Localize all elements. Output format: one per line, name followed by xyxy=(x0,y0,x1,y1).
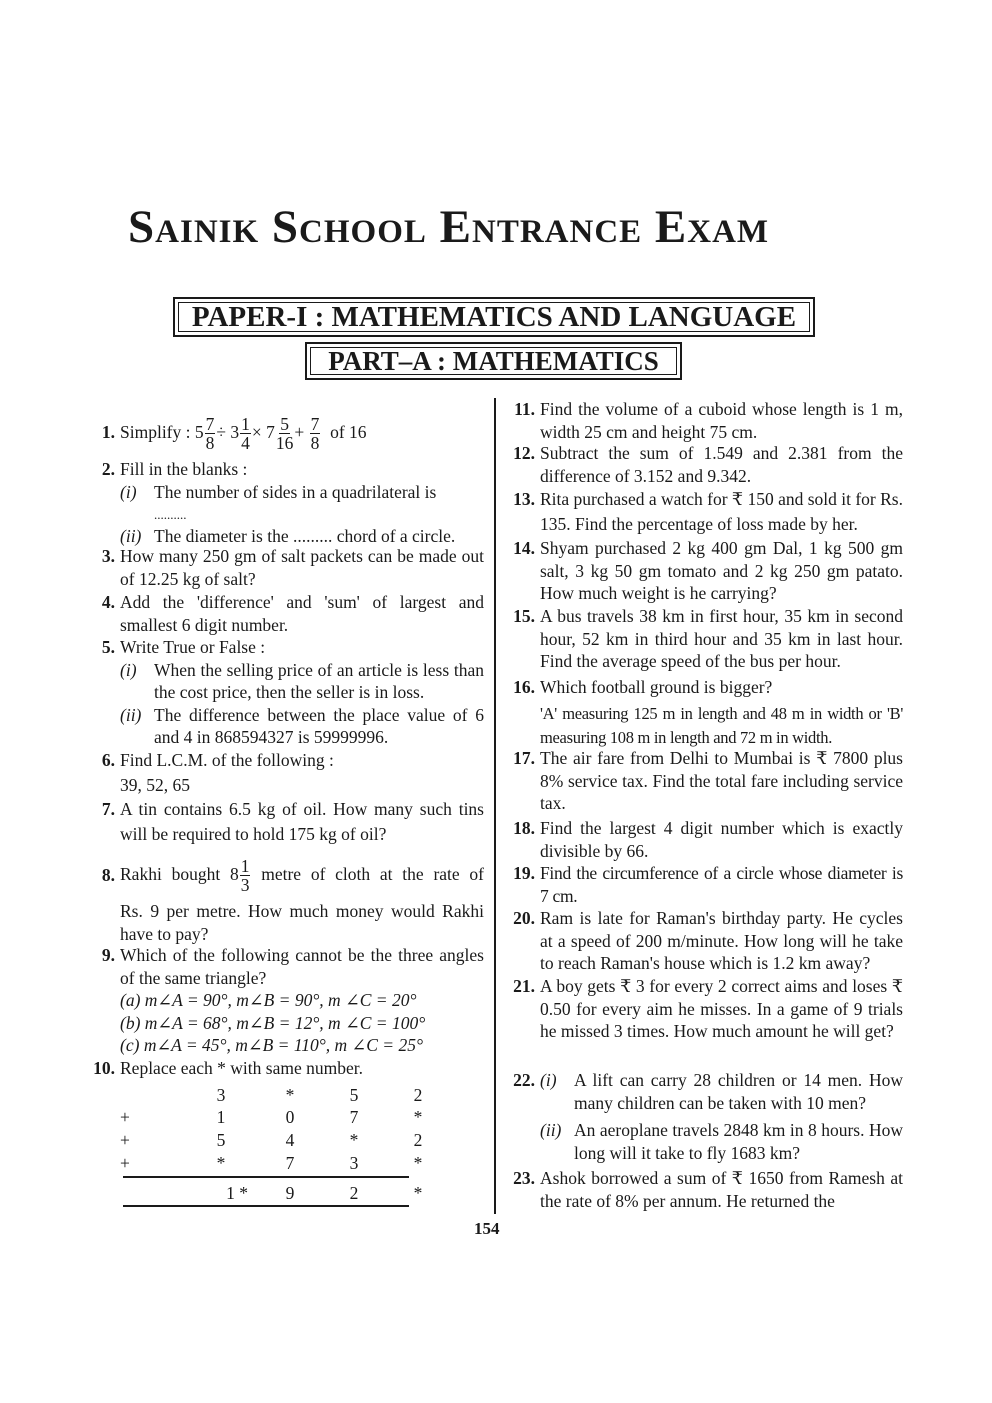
table-row: + * 7 3 * xyxy=(120,1152,423,1173)
page-number: 154 xyxy=(474,1219,500,1238)
question-3: 3. How many 250 gm of salt packets can be made out of 12.25 kg of salt? xyxy=(101,546,484,589)
question-11: 11. Find the volume of a cuboid whose length is 1 m, width 25 cm and height 75 cm. xyxy=(514,399,903,442)
sum-line xyxy=(123,1205,409,1207)
option-c: (c) m∠A = 45°, m∠B = 110°, m ∠C = 25° xyxy=(120,1035,423,1056)
sub-item: (i) The number of sides in a quadrilateral is .......... xyxy=(120,481,437,523)
sub-item: (i) A lift can carry 28 children or 14 men. How many children can be taken with 10 men? xyxy=(540,1070,903,1113)
question-13: 13. Rita purchased a watch for ₹ 150 and sold it for Rs. 135. Find the percentage of loss made by her. xyxy=(513,489,903,534)
question-10: 10. Replace each * with same number. xyxy=(93,1058,363,1078)
question-14: 14. Shyam purchased 2 kg 400 gm Dal, 1 kg 500 gm salt, 3 kg 50 gm tomato and 2 kg 250 gm patato. How much weight is he carrying? xyxy=(513,538,903,604)
table-row: + 5 4 * 2 xyxy=(120,1129,423,1150)
question-23: 23. Ashok borrowed a sum of ₹ 1650 from Ramesh at the rate of 8% per annum. He returned the xyxy=(513,1168,903,1211)
sub-item: (ii) The difference between the place value of 6 and 4 in 868594327 is 59999996. xyxy=(120,704,484,748)
question-8: 8. Rakhi bought 8 $\frac{1}{3}$ metre of cloth at the rate of Rs. 9 per metre. How much money would Rakhi have to pay? xyxy=(101,856,485,944)
sub-item: (ii) The diameter is the ......... chord of a circle. xyxy=(120,526,456,547)
question-5: 5. Write True or False : (i) When the selling price of an article is less than the cost price, then the seller is in loss. (ii) The difference between the place value of 6 and 4 in 868594327 is 59999996. xyxy=(101,637,484,748)
question-16: 16. Which football ground is bigger? 'A' measuring 125 m in length and 48 m in width or 'B' measuring 108 m in length and 72 m in width. xyxy=(513,677,903,747)
question-20: 20. Ram is late for Raman's birthday party. He cycles at a speed of 200 m/minute. How long will he take to reach Raman's house which is 1.2 km away? xyxy=(513,908,903,974)
sub-item: (i) When the selling price of an article is less than the cost price, then the seller is in loss. xyxy=(120,659,484,703)
paper-heading: PAPER-I : MATHEMATICS AND LANGUAGE xyxy=(173,297,815,337)
question-19: 19. Find the circumference of a circle whose diameter is 7 cm. xyxy=(513,863,903,906)
table-row: + 1 0 7 * xyxy=(120,1107,423,1128)
option-a: (a) m∠A = 90°, m∠B = 90°, m ∠C = 20° xyxy=(120,990,417,1011)
question-2: 2. Fill in the blanks : (i) The number of sides in a quadrilateral is .......... (ii) The diameter is the ......... chord of a circle. xyxy=(86,458,484,548)
result-row: 1 * 9 2 * xyxy=(226,1183,423,1204)
question-17: 17. The air fare from Delhi to Mumbai is ₹ 7800 plus 8% service tax. Find the total fare including service tax. xyxy=(513,748,903,814)
column-divider xyxy=(494,398,496,1214)
question-21: 21. A boy gets ₹ 3 for every 2 correct aims and loses ₹ 0.50 for every aim he misses. In a game of 9 trials he missed 3 times. How much amount he will get? xyxy=(513,976,903,1042)
part-heading: PART–A : MATHEMATICS xyxy=(305,342,682,380)
question-18: 18. Find the largest 4 digit number which is exactly divisible by 66. xyxy=(513,818,903,861)
book-title: Sainik School Entrance Exam xyxy=(128,201,770,253)
question-6: 6. Find L.C.M. of the following : 39, 52, 65 xyxy=(101,750,334,795)
question-4: 4. Add the 'difference' and 'sum' of largest and smallest 6 digit number. xyxy=(101,592,484,635)
question-1: 1. Simplify : 5 $\frac{7}{8}$ ÷ 3 $\frac{1}{4}$ × 7 $\frac{5}{16}$ + $\frac{7}{8}$ of 16 xyxy=(101,414,367,454)
addition-puzzle-table xyxy=(120,1084,450,1205)
simplify-expression: 5 $\frac{7}{8}$ ÷ 3 $\frac{1}{4}$ × 7 $\frac{5}{16}$ + $\frac{7}{8}$ of 16 xyxy=(194,414,367,454)
option-b: (b) m∠A = 68°, m∠B = 12°, m ∠C = 100° xyxy=(120,1012,426,1033)
question-12: 12. Subtract the sum of 1.549 and 2.381 from the difference of 3.152 and 9.342. xyxy=(513,443,903,486)
sub-item: (ii) An aeroplane travels 2848 km in 8 hours. How long will it take to fly 1683 km? xyxy=(540,1120,903,1163)
question-7: 7. A tin contains 6.5 kg of oil. How many such tins will be required to hold 175 kg of oil? xyxy=(101,799,484,844)
question-15: 15. A bus travels 38 km in first hour, 35 km in second hour, 52 km in third hour and 35 km in last hour. Find the average speed of the bus per hour. xyxy=(513,606,903,672)
question-22: 22. (i) A lift can carry 28 children or 14 men. How many children can be taken with 10 men? (ii) An aeroplane travels 2848 km in 8 hours. How long will it take to fly 1683 km? xyxy=(513,1070,903,1163)
table-row: 3 * 5 2 xyxy=(216,1084,423,1105)
question-9: 9. Which of the following cannot be the three angles of the same triangle? (a) m∠A = 90°, m∠B = 90°, m ∠C = 20° (b) m∠A = 68°, m∠B = 12°, m ∠C = 100° (c) m∠A = 45°, m∠B = 110°, m ∠C = 25° xyxy=(101,945,484,1056)
sum-line xyxy=(123,1176,409,1178)
